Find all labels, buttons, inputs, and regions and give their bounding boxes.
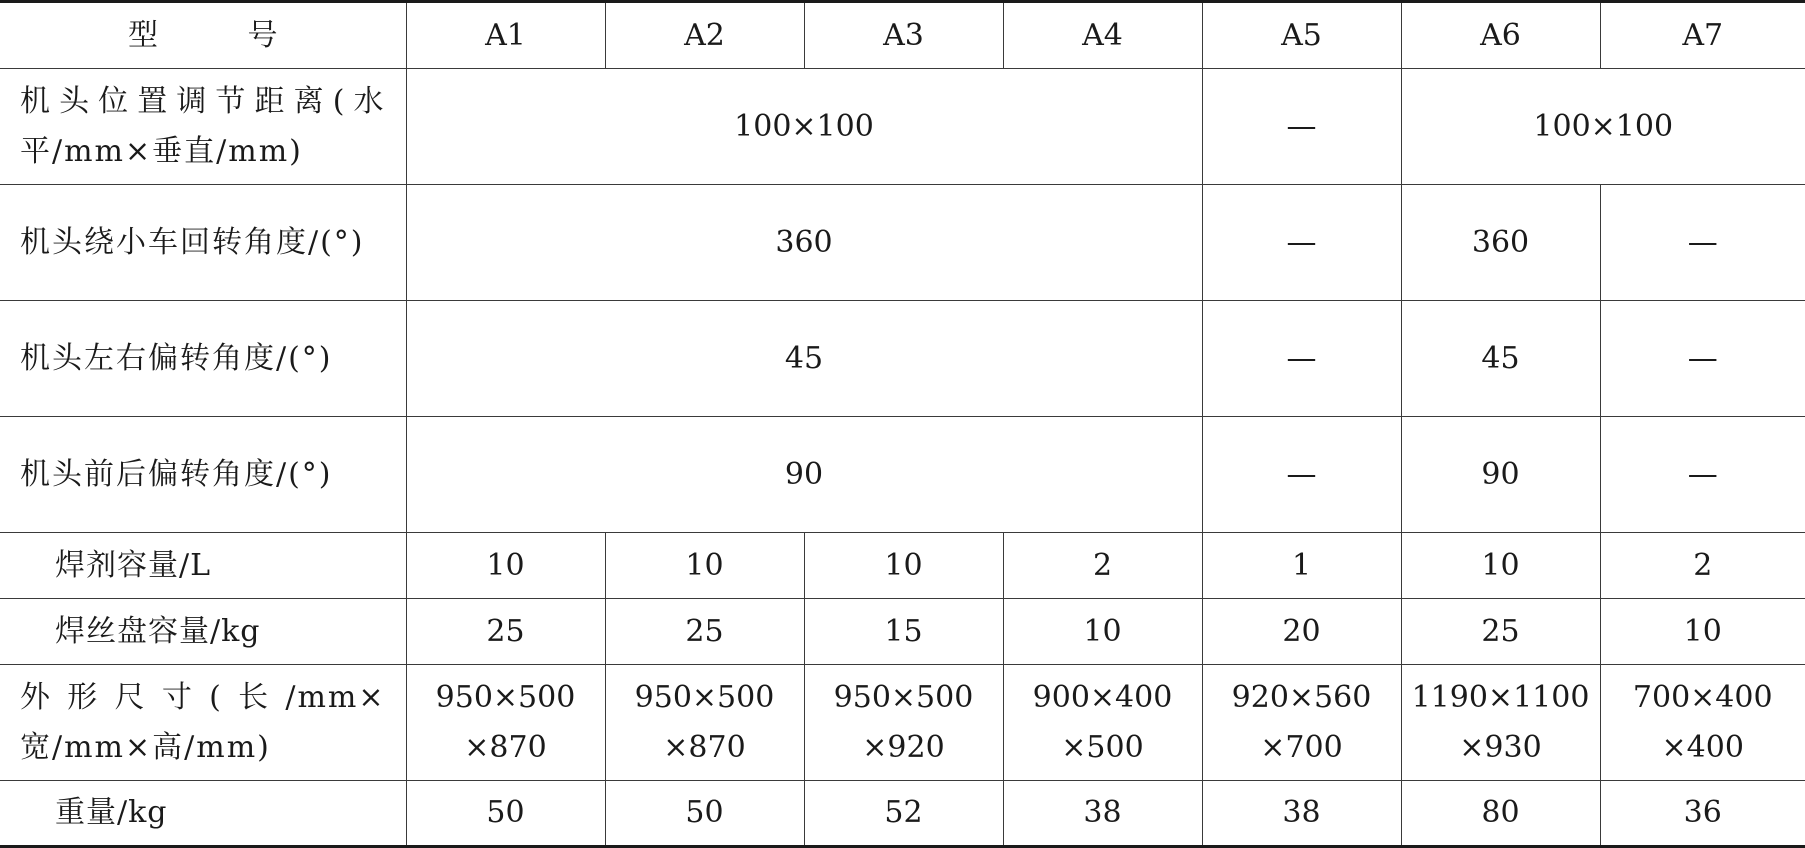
rotation-angle-a1-a4: 360 [406, 185, 1202, 301]
weight-a6: 80 [1401, 781, 1600, 847]
dimensions-a5 [1202, 665, 1401, 781]
flux-capacity-label: 焊剂容量/L [0, 533, 406, 599]
flux-capacity-a4: 2 [1003, 533, 1202, 599]
fb-deflection-label: 机头前后偏转角度/(°) [0, 417, 406, 533]
rotation-angle-label: 机头绕小车回转角度/(°) [0, 185, 406, 301]
flux-capacity-a1: 10 [406, 533, 605, 599]
weight-a2: 50 [605, 781, 804, 847]
wire-capacity-label: 焊丝盘容量/kg [0, 599, 406, 665]
head-position-label: 机头位置调节距离(水平/mm×垂直/mm) [0, 69, 406, 185]
flux-capacity-row [0, 533, 1805, 599]
wire-capacity-a2: 25 [605, 599, 804, 665]
lr-deflection-a6: 45 [1401, 301, 1600, 417]
head-position-a5: — [1202, 69, 1401, 185]
dimensions-label: 外形尺寸(长/mm×宽/mm×高/mm) [0, 665, 406, 781]
lr-deflection-a7: — [1600, 301, 1805, 417]
dimensions-a7 [1600, 665, 1805, 781]
lr-deflection-a5: — [1202, 301, 1401, 417]
rotation-angle-a7: — [1600, 185, 1805, 301]
rotation-angle-row [0, 185, 1805, 301]
wire-capacity-a5: 20 [1202, 599, 1401, 665]
dimensions-a3-line2: ×920 [862, 729, 945, 765]
fb-deflection-a1-a4: 90 [406, 417, 1202, 533]
weight-a4: 38 [1003, 781, 1202, 847]
lr-deflection-label: 机头左右偏转角度/(°) [0, 301, 406, 417]
flux-capacity-a6: 10 [1401, 533, 1600, 599]
dimensions-a2-line1: 950×500 [634, 679, 775, 715]
head-position-row [0, 69, 1805, 185]
model-header-label: 型 号 [0, 2, 406, 69]
wire-capacity-a1: 25 [406, 599, 605, 665]
dimensions-a5-line1: 920×560 [1231, 679, 1372, 715]
model-a4-header: A4 [1003, 2, 1202, 69]
dimensions-a6-line1: 1190×1100 [1411, 679, 1590, 715]
dimensions-a1-line1: 950×500 [435, 679, 576, 715]
weight-row [0, 781, 1805, 847]
header-row [0, 2, 1805, 69]
rotation-angle-a6: 360 [1401, 185, 1600, 301]
dimensions-a6-line2: ×930 [1459, 729, 1542, 765]
dimensions-a3-line1: 950×500 [833, 679, 974, 715]
dimensions-a4-line1: 900×400 [1032, 679, 1173, 715]
model-a6-header: A6 [1401, 2, 1600, 69]
model-a1-header: A1 [406, 2, 605, 69]
weight-a1: 50 [406, 781, 605, 847]
dimensions-a7-line1: 700×400 [1632, 679, 1773, 715]
dimensions-row [0, 665, 1805, 781]
dimensions-a4-line2: ×500 [1061, 729, 1144, 765]
dimensions-a2 [605, 665, 804, 781]
model-a5-header: A5 [1202, 2, 1401, 69]
head-position-a1-a4: 100×100 [406, 69, 1202, 185]
dimensions-a4 [1003, 665, 1202, 781]
dimensions-a3 [804, 665, 1003, 781]
lr-deflection-a1-a4: 45 [406, 301, 1202, 417]
weight-a3: 52 [804, 781, 1003, 847]
weight-label: 重量/kg [0, 781, 406, 847]
fb-deflection-row [0, 417, 1805, 533]
wire-capacity-row [0, 599, 1805, 665]
flux-capacity-a2: 10 [605, 533, 804, 599]
model-a3-header: A3 [804, 2, 1003, 69]
dimensions-a6 [1401, 665, 1600, 781]
weight-a7: 36 [1600, 781, 1805, 847]
wire-capacity-a4: 10 [1003, 599, 1202, 665]
dimensions-a5-line2: ×700 [1260, 729, 1343, 765]
dimensions-a1 [406, 665, 605, 781]
lr-deflection-row [0, 301, 1805, 417]
flux-capacity-a3: 10 [804, 533, 1003, 599]
weight-a5: 38 [1202, 781, 1401, 847]
head-position-a6-a7: 100×100 [1401, 69, 1805, 185]
wire-capacity-a6: 25 [1401, 599, 1600, 665]
fb-deflection-a6: 90 [1401, 417, 1600, 533]
rotation-angle-a5: — [1202, 185, 1401, 301]
flux-capacity-a5: 1 [1202, 533, 1401, 599]
dimensions-a7-line2: ×400 [1661, 729, 1744, 765]
model-a2-header: A2 [605, 2, 804, 69]
dimensions-a2-line2: ×870 [663, 729, 746, 765]
model-a7-header: A7 [1600, 2, 1805, 69]
dimensions-a1-line2: ×870 [464, 729, 547, 765]
fb-deflection-a7: — [1600, 417, 1805, 533]
flux-capacity-a7: 2 [1600, 533, 1805, 599]
fb-deflection-a5: — [1202, 417, 1401, 533]
wire-capacity-a7: 10 [1600, 599, 1805, 665]
wire-capacity-a3: 15 [804, 599, 1003, 665]
